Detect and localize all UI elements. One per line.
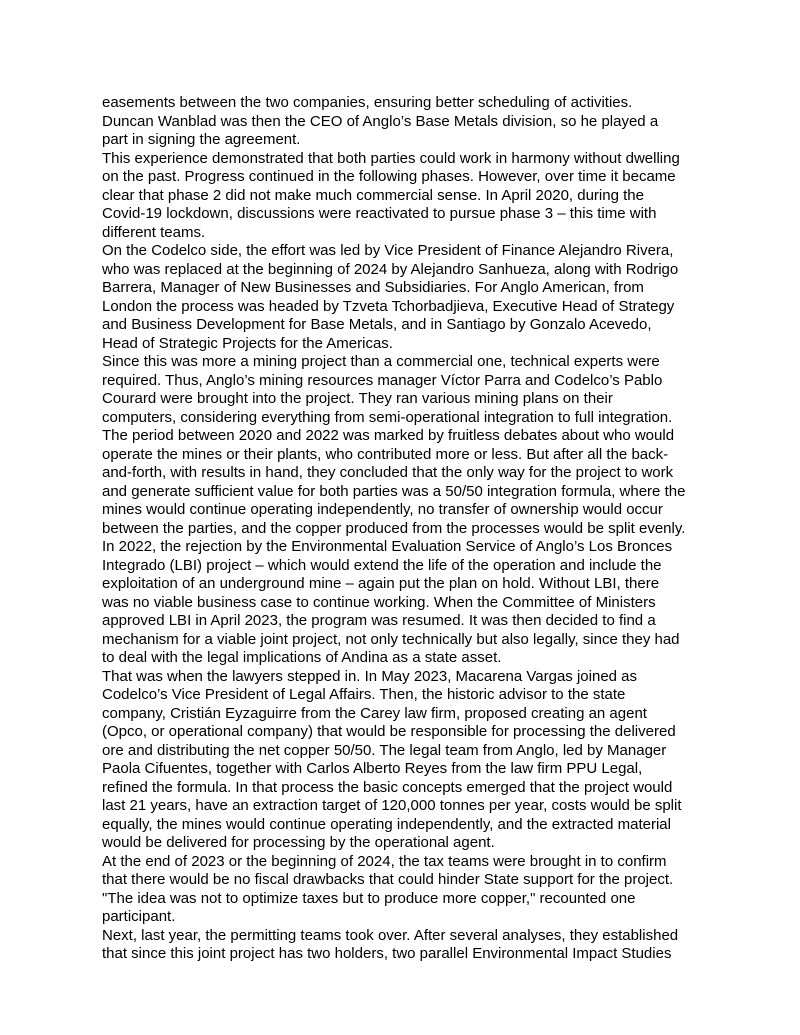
text-line: part in signing the agreement. — [102, 131, 301, 148]
text-line: computers, considering everything from semi-operational integration to full integration. — [102, 408, 673, 426]
text-line: and-forth, with results in hand, they concluded that the only way for the project to work — [102, 464, 674, 481]
text-line: was no viable business case to continue working. When the Committee of Ministers — [102, 593, 656, 611]
text-line: Since this was more a mining project than a commercial one, technical experts were — [102, 353, 660, 370]
text-line: London the process was headed by Tzveta Tchorbadjieva, Executive Head of Strategy — [102, 297, 675, 315]
text-line: This experience demonstrated that both parties could work in harmony without dwelling — [102, 149, 680, 167]
text-line: approved LBI in April 2023, the program was resumed. It was then decided to find a — [102, 612, 656, 629]
text-line: that there would be no fiscal drawbacks that could hinder State support for the project. — [102, 871, 674, 888]
text-line: that since this joint project has two holders, two parallel Environmental Impact Studies — [102, 945, 672, 962]
text-line: would be delivered for processing by the operational agent. — [102, 834, 495, 851]
text-line: who was replaced at the beginning of 2024 by Alejandro Sanhueza, along with Rodrigo — [102, 260, 679, 278]
text-line: and Business Development for Base Metals, and in Santiago by Gonzalo Acevedo, — [102, 316, 652, 333]
text-line: Integrado (LBI) project – which would extend the life of the operation and include the — [102, 556, 662, 574]
text-line: Codelco’s Vice President of Legal Affairs. Then, the historic advisor to the state — [102, 686, 626, 703]
text-line: The period between 2020 and 2022 was marked by fruitless debates about who would — [102, 427, 675, 444]
text-line: ore and distributing the net copper 50/50. The legal team from Anglo, led by Manager — [102, 741, 667, 759]
text-line: operate the mines or their plants, who contributed more or less. But after all the back- — [102, 445, 669, 463]
text-line: last 21 years, have an extraction target of 120,000 tonnes per year, costs would be split — [102, 797, 682, 814]
text-line: Duncan Wanblad was then the CEO of Anglo’s Base Metals division, so he played a — [102, 112, 659, 130]
text-line: Courard were brought into the project. They ran various mining plans on their — [102, 390, 613, 407]
text-line: That was when the lawyers stepped in. In May 2023, Macarena Vargas joined as — [102, 667, 638, 685]
text-line: equally, the mines would continue operating independently, and the extracted material — [102, 815, 671, 833]
text-line: Covid-19 lockdown, discussions were reactivated to pursue phase 3 – this time with — [102, 205, 657, 222]
text-line: (Opco, or operational company) that would be responsible for processing the delivered — [102, 723, 676, 740]
text-line: between the parties, and the copper produced from the processes would be split evenly. — [102, 519, 686, 537]
text-line: mines would continue operating independently, no transfer of ownership would occur — [102, 501, 663, 518]
text-line: Paola Cifuentes, together with Carlos Alberto Reyes from the law firm PPU Legal, — [102, 760, 643, 777]
text-line: different teams. — [102, 223, 206, 241]
text-line: Barrera, Manager of New Businesses and Subsidiaries. For Anglo American, from — [102, 279, 644, 296]
text-line: easements between the two companies, ensuring better scheduling of activities. — [102, 94, 633, 111]
text-line: clear that phase 2 did not make much commercial sense. In April 2020, during the — [102, 186, 644, 204]
text-line: participant. — [102, 908, 176, 925]
document-body — [102, 94, 707, 964]
text-line: "The idea was not to optimize taxes but to produce more copper," recounted one — [102, 889, 636, 907]
text-line: required. Thus, Anglo’s mining resources manager Víctor Parra and Codelco’s Pablo — [102, 371, 663, 389]
text-line: mechanism for a viable joint project, not only technically but also legally, since they had — [102, 630, 680, 648]
text-line: exploitation of an underground mine – again put the plan on hold. Without LBI, there — [102, 575, 660, 592]
text-line: and generate sufficient value for both parties was a 50/50 integration formula, where the — [102, 482, 686, 500]
text-line: In 2022, the rejection by the Environmental Evaluation Service of Anglo’s Los Bronces — [102, 538, 673, 555]
text-line: At the end of 2023 or the beginning of 2024, the tax teams were brought in to confirm — [102, 852, 667, 870]
text-line: On the Codelco side, the effort was led by Vice President of Finance Alejandro Rivera, — [102, 242, 674, 259]
text-line: to deal with the legal implications of Andina as a state asset. — [102, 649, 502, 666]
text-line: refined the formula. In that process the basic concepts emerged that the project would — [102, 778, 673, 796]
text-line: Head of Strategic Projects for the Americas. — [102, 334, 393, 352]
text-line: Next, last year, the permitting teams took over. After several analyses, they established — [102, 926, 679, 944]
text-line: on the past. Progress continued in the following phases. However, over time it became — [102, 168, 676, 185]
text-line: company, Cristián Eyzaguirre from the Carey law firm, proposed creating an agent — [102, 704, 647, 722]
